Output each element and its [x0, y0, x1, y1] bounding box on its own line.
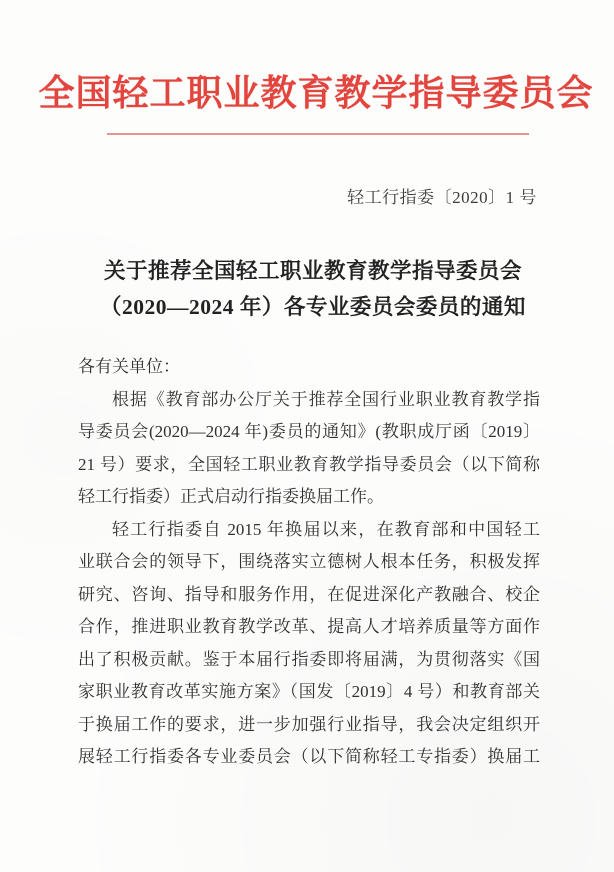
body-line: 合作，推进职业教育教学改革、提高人才培养质量等方面作: [78, 617, 540, 636]
document-title-line-1: 关于推荐全国轻工职业教育教学指导委员会: [103, 259, 522, 283]
body-line: 导委员会(2020—2024 年)委员的通知》(教职成厅函〔2019〕: [78, 422, 540, 441]
body-line: 研究、咨询、指导和服务作用，在促进深化产教融合、校企: [78, 584, 540, 604]
body-line: 轻工行指委自 2015 年换届以来，在教育部和中国轻工: [112, 519, 540, 539]
document-title-line-2: （2020—2024 年）各专业委员会委员的通知: [100, 295, 526, 319]
salutation: 各有关单位：: [78, 357, 180, 376]
body-line: 业联合会的领导下，围绕落实立德树人根本任务，积极发挥: [78, 552, 540, 571]
body-line: 出了积极贡献。鉴于本届行指委即将届满，为贯彻落实《国: [78, 649, 540, 669]
red-header-org-name: 全国轻工职业教育教学指导委员会: [38, 73, 594, 113]
document-reference-number: 轻工行指委〔2020〕1 号: [347, 188, 537, 207]
red-header-divider: [107, 133, 529, 135]
paragraph-1: [78, 384, 540, 514]
body-line: 于换届工作的要求，进一步加强行业指导，我会决定组织开: [78, 714, 540, 734]
document-title: [0, 253, 614, 325]
body-line: 根据《教育部办公厅关于推荐全国行业职业教育教学指: [112, 389, 540, 409]
body-line: 家职业教育改革实施方案》（国发〔2019〕4 号）和教育部关: [78, 682, 540, 701]
document-body: [78, 351, 540, 774]
body-line: 21 号）要求，全国轻工职业教育教学指导委员会（以下简称: [78, 454, 540, 474]
body-line: 展轻工行指委各专业委员会（以下简称轻工专指委）换届工: [78, 747, 540, 766]
paragraph-2: [78, 514, 540, 774]
body-line: 轻工行指委）正式启动行指委换届工作。: [78, 487, 384, 506]
